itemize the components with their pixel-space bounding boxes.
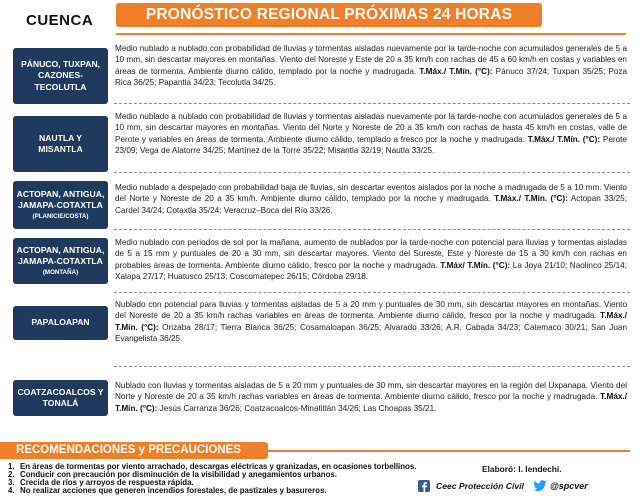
list-item: 2. Conducir con precaución por disminución de la visibilidad y anegamientos urbanos. [8,470,337,480]
region-label-nautla [13,116,108,172]
region-label-panuco [13,48,108,104]
list-item: 4. No realizar acciones que generen incendios forestales, de pastizales y basureros. [8,486,327,496]
region-description: Nublado con lluvias y tormentas aisladas de 5 a 20 mm y puntuales de 30 mm, sin descartar mayores en la región del Uxpanapa. Viento del Norte y Noreste de 20 a 35 km/h rachas variables en áreas de tormenta. Ambiente diurno cálido, fresco por la noche y madrugada. T.Máx./ T.Mín. (°C): Jesús Carranza 36/26; Coatzacoalcos-Minatitlán 34/26; Las Choapas 35/21. [115,381,627,413]
region-description: Medio nublado a nublado con probabilidad de lluvias y tormentas aisladas nuevamente por la tarde-noche con acumulados generales de 5 a 10 mm, sin descartar mayores en montañas. Viento del Noreste y Este de 20 a 35 km/h con rachas de 45 a 60 km/h en costas y variables en áreas de tormenta. Ambiente diurno cálido, templado por la noche y madrugada. T.Máx./ T.Mín. (°C): Pánuco 37/24; Tuxpan 35/25; Poza Rica 36/25; Papantla 34/23; Tecolutla 34/25. [115,44,628,88]
facebook-icon [418,480,432,492]
basin-label: CUENCA [26,12,94,29]
region-label-coatzacoalcos [13,380,108,416]
region-name: PÁNUCO, TUXPAN, CAZONES-TECOLUTLA [20,59,101,92]
list-item: 3. Crecida de ríos y arroyos de respuesta rápida. [8,478,194,488]
region-description: Nublado con potencial para lluvias y tormentas aisladas de 5 a 20 mm y puntuales de 30 mm, sin descartar mayores en montañas. Viento del Noreste de 20 a 35 km/h rachas variables en áreas de tormenta. Ambiente diurno cálido, fresco por la noche y madrugada. T.Máx./ T.Mín. (°C): Orizaba 28/17; Tierra Blanca 36/25; Cosamaloapan 36/25; Alvarado 33/26; A.R. Cabada 34/23; Catemaco 30/21; San Juan Evangelista 36/25. [115,300,627,344]
author-credit: Elaboró: I. Iendechi. [482,464,562,474]
org-social-link[interactable] [418,480,524,492]
recommendations-divider [268,450,630,452]
recommendations-list [8,462,417,496]
row-divider [114,366,630,367]
region-subtitle: (MONTAÑA) [42,268,79,276]
region-name: ACTOPAN, ANTIGUA, JAMAPA-COTAXTLA [16,245,105,267]
row-divider [114,292,630,293]
twitter-handle: @spcver [550,481,588,491]
twitter-link[interactable] [533,480,588,492]
recommendations-title: RECOMENDACIONES y PRECAUCIONES [0,442,268,459]
region-name: ACTOPAN, ANTIGUA, JAMAPA-COTAXTLA [16,189,105,211]
header-divider [116,33,626,35]
twitter-icon [533,480,547,492]
row-divider [114,172,630,173]
region-label-papaloapan [13,306,108,340]
region-subtitle: (PLANICIE/COSTA) [32,212,89,220]
row-divider [114,103,630,104]
org-name: Ceec Protección Civil [436,481,524,491]
region-name: NAUTLA Y MISANTLA [38,132,83,154]
list-item: 1. En áreas de tormentas por viento arrachado, descargas eléctricas y granizadas, en ocasiones torbellinos. [8,462,417,471]
region-description: Medio nublado a nublado con probabilidad de lluvias y tormentas aisladas nuevamente por la tarde-noche con acumulados generales de 5 a 10 mm, sin descartar mayores en montañas. Viento del Norte y Noreste de 20 a 35 km/h con rachas de hasta 45 km/h en costas, valle de Perote y variables en áreas de tormenta. Ambiente diurno cálido, templado a fresco por la noche y madrugada. T.Máx./ T.Mín. (°C): Perote 23/09; Vega de Alatorre 34/25; Martínez de la Torre 35/22; Misantla 32/19; Nautla 33/25. [115,112,627,156]
region-name: PAPALOAPAN [31,317,90,328]
page-title: PRONÓSTICO REGIONAL PRÓXIMAS 24 HORAS [116,3,542,27]
region-description: Medio nublado a despejado con probabilidad baja de lluvias, sin descartar eventos aislados por la noche a madrugada de 5 a 10 mm. Viento del Norte y Noreste de 20 a 35 km/h. Ambiente diurno cálido, templado por la noche y madrugada. T.Máx./ T.Mín. (°C): Actopan 33/25; Cardel 34/24; Cotaxtla 35/24; Veracruz–Boca del Río 33/26. [115,183,627,215]
row-divider [114,229,630,230]
region-label-actopan-costa [13,181,108,229]
region-name: COATZACOALCOS Y TONALÁ [17,386,104,408]
region-label-actopan-montana [13,238,108,284]
region-description: Medio nublado con periodos de sol por la mañana, aumento de nublados por la tarde-noche con potencial para lluvias y tormentas aisladas de 5 a 15 mm y puntuales de 20 a 30 mm, sin descartar mayores. Viento del Sureste, Este y Noreste de 15 a 30 km/h con rachas en probables áreas de tormenta. Ambiente diurno cálido, fresco por la noche y madrugada. T.Máx/ T.Mín. (°C): La Joya 21/10; Naolinco 25/14; Xalapa 27/17; Huatusco 25/13; Coscomatepec 26/15; Córdoba 29/18. [115,238,628,282]
